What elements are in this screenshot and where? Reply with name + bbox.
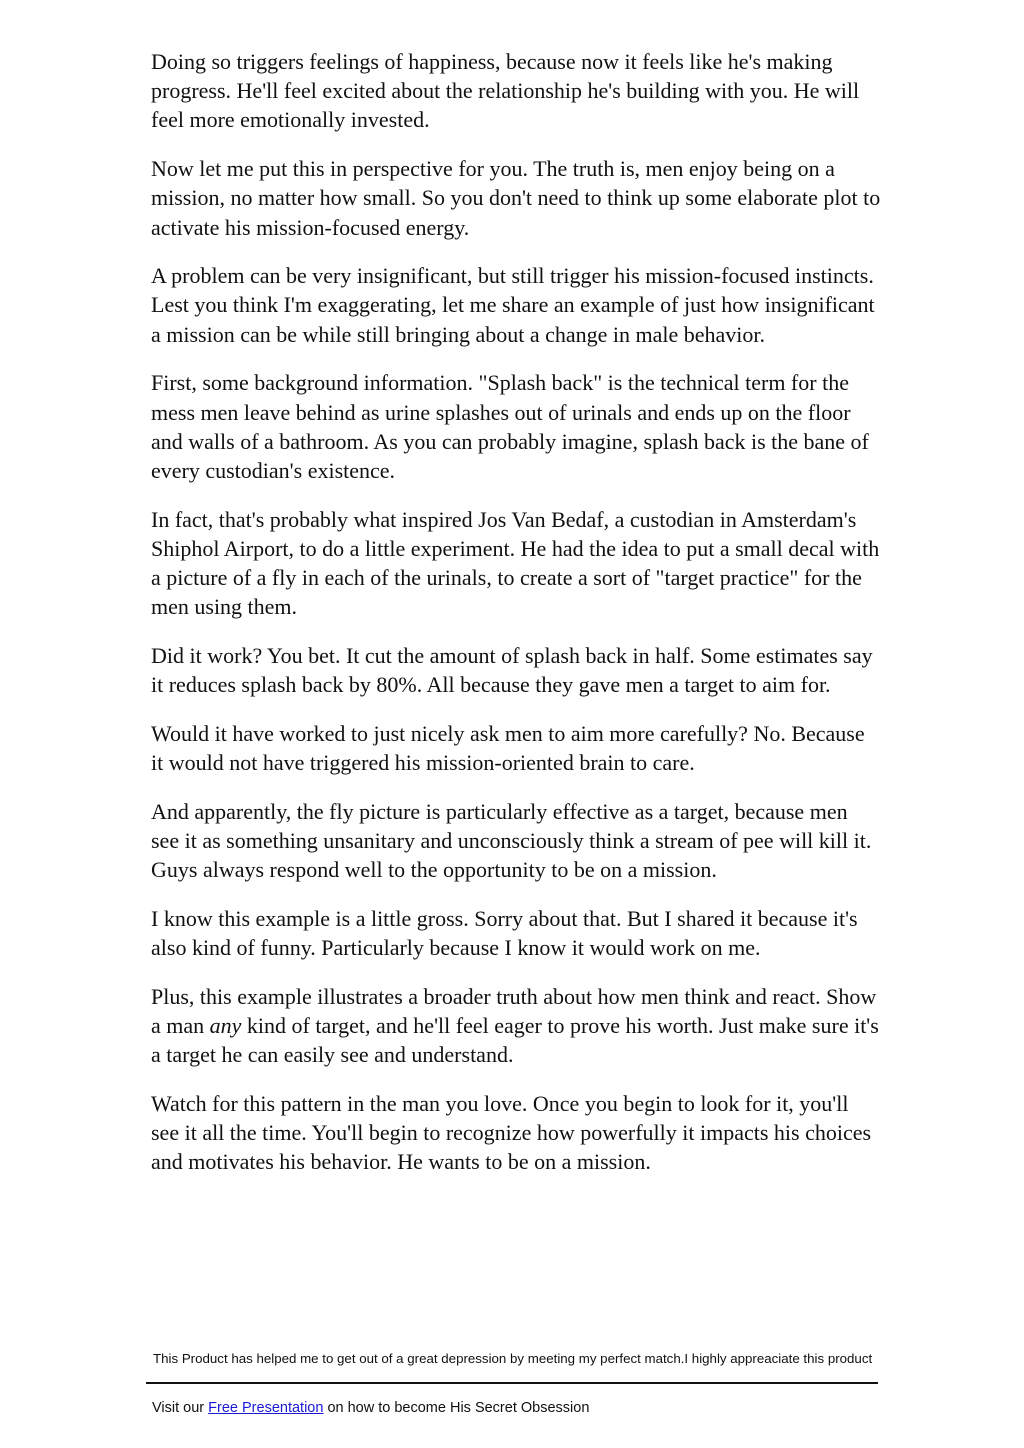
footer-prefix: Visit our (152, 1400, 209, 1416)
footer (152, 1399, 589, 1417)
paragraph-with-emphasis (151, 982, 881, 1070)
paragraph: A problem can be very insignificant, but still trigger his mission-focused instincts. Lest you think I'm exaggerating, let me share an example of just how insignificant a mission can be while still bringing about a change in male behavior. (151, 263, 875, 347)
paragraph-text-before: Plus, this example illustrates a broader truth about how men think and react. Show a man (151, 983, 877, 1038)
paragraph: Would it have worked to just nicely ask men to aim more carefully? No. Because it would not have triggered his mission-oriented brain to care. (151, 720, 865, 776)
emphasized-word: any (209, 1012, 242, 1038)
article-body (151, 47, 881, 1196)
paragraph: I know this example is a little gross. Sorry about that. But I shared it because it's also kind of funny. Particularly because I know it would work on me. (151, 905, 858, 961)
paragraph: Watch for this pattern in the man you love. Once you begin to look for it, you'll see it all the time. You'll begin to recognize how powerfully it impacts his choices and motivates his behavior. He wants to be on a mission. (151, 1090, 872, 1175)
footer-suffix: on how to become His Secret Obsession (323, 1400, 590, 1416)
paragraph: In fact, that's probably what inspired Jos Van Bedaf, a custodian in Amsterdam's Shiphol Airport, to do a little experiment. He had the idea to put a small decal with a picture of a fly in each of the urinals, to create a sort of "target practice" for the men using them. (151, 506, 880, 620)
paragraph: Now let me put this in perspective for you. The truth is, men enjoy being on a mission, no matter how small. So you don't need to think up some elaborate plot to activate his mission-focused energy. (151, 156, 881, 240)
paragraph: Doing so triggers feelings of happiness, because now it feels like he's making progress. He'll feel excited about the relationship he's building with you. He will feel more emotionally invested. (151, 49, 860, 133)
footer-divider (146, 1382, 878, 1384)
paragraph: First, some background information. "Splash back" is the technical term for the mess men leave behind as urine splashes out of urinals and ends up on the floor and walls of a bathroom. As you can probably imagine, splash back is the bane of every custodian's existence. (151, 370, 869, 483)
testimonial-text: This Product has helped me to get out of a great depression by meeting my perfect match.I highly appreaciate this product (153, 1351, 873, 1366)
paragraph: And apparently, the fly picture is particularly effective as a target, because men see it as something unsanitary and unconsciously think a stream of pee will kill it. Guys always respond well to the opportunity to be on a mission. (151, 798, 872, 883)
paragraph-text-after: kind of target, and he'll feel eager to prove his worth. Just make sure it's a target he can easily see and understand. (151, 1012, 879, 1068)
paragraph: Did it work? You bet. It cut the amount of splash back in half. Some estimates say it reduces splash back by 80%. All because they gave men a target to aim for. (151, 642, 873, 698)
free-presentation-link[interactable]: Free Presentation (208, 1400, 324, 1416)
